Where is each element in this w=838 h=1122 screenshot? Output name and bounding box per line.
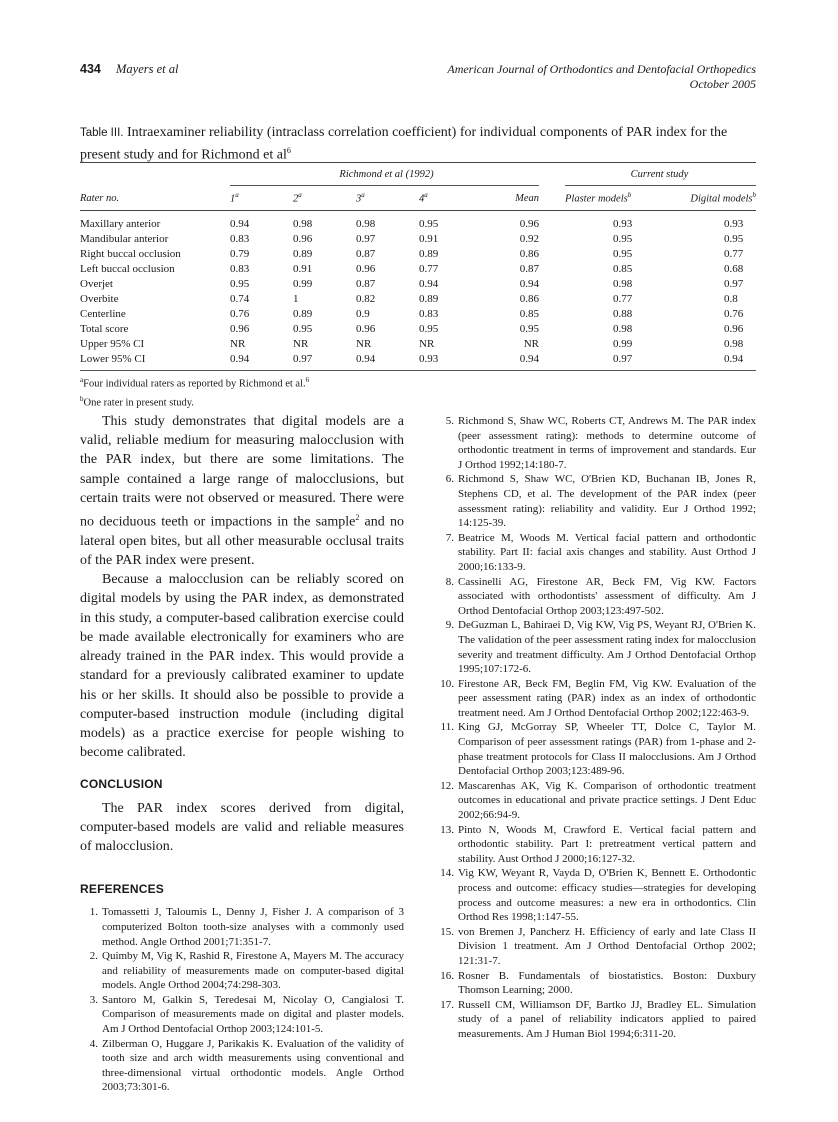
reference-text: Beatrice M, Woods M. Vertical facial pattern and orthodontic stability. Part II: facial axis changes and stability. Aust Orthod J 2000;16:133-9. <box>458 531 756 573</box>
table-row <box>80 246 756 261</box>
reference-number: 16. <box>440 969 454 982</box>
reference-item <box>436 414 756 472</box>
reference-text: Santoro M, Galkin S, Teredesai M, Nicolay O, Cangialosi T. Comparison of measurements made on digital and plaster models. Am J Orthod Dentofacial Orthop 2003;124:101-5. <box>102 993 404 1036</box>
cell-value: 0.94 <box>668 351 756 371</box>
conclusion-paragraph: The PAR index scores derived from digital, computer-based models are valid and reliable measures of malocclusion. <box>80 800 404 854</box>
table-footnotes <box>80 373 309 410</box>
cell-value: 0.91 <box>293 262 313 275</box>
cell-value: 0.79 <box>230 247 250 260</box>
column-header-rater: Rater no. <box>80 186 230 211</box>
cell-value: 0.93 <box>613 217 633 230</box>
cell-value: 0.87 <box>519 262 539 275</box>
reference-item <box>436 779 756 823</box>
cell-value: 0.95 <box>293 322 313 335</box>
cell-value: NR <box>230 337 246 350</box>
reference-number: 10. <box>440 677 454 690</box>
reference-text: Cassinelli AG, Firestone AR, Beck FM, Vig KW. Factors associated with orthodontists' assessment of difficulty. Am J Orthod Dentofacial Orthop 2003;123:497-502. <box>458 575 756 617</box>
reference-item <box>436 618 756 676</box>
cell-value: 0.99 <box>293 277 313 290</box>
reference-number: 14. <box>440 867 454 880</box>
cell-value: 0.89 <box>419 292 439 305</box>
table-row <box>80 231 756 246</box>
cell-value: 0.87 <box>356 277 376 290</box>
cell-value: 0.94 <box>230 351 293 371</box>
table-label: Table III. <box>80 127 124 139</box>
cell-value: 0.82 <box>356 292 376 305</box>
cell-value: 0.83 <box>419 307 439 320</box>
cell-value: 0.94 <box>419 277 439 290</box>
table-group-header-row <box>80 163 756 186</box>
reference-number: 9. <box>445 619 454 632</box>
cell-value: 0.9 <box>356 307 370 320</box>
cell-value: 0.95 <box>724 232 744 245</box>
reference-number: 1. <box>89 906 98 919</box>
discussion-paragraph-1: This study demonstrates that digital models are a valid, reliable medium for measuring malocclusion with the PAR index, but there are some limitations. The sample contained a large range of malocclusions, but certain traits were not observed or measured. There were no deciduous teeth or impactions in the sample$^2$ and no lateral open bites, but all other measurable occlusal traits of the PAR index were present. <box>80 414 405 569</box>
cell-value: 0.98 <box>613 277 633 290</box>
column-header-plaster: Plaster models$^b$ <box>543 186 668 211</box>
cell-value: 0.89 <box>293 247 313 260</box>
cell-value: 0.94 <box>483 351 543 371</box>
reference-item <box>436 531 756 575</box>
table-row <box>80 306 756 321</box>
table-caption-text: Intraexaminer reliability (intraclass correlation coefficient) for individual components of PAR index for the present study and for Richmond et al <box>80 125 728 163</box>
footnote-b: $^b$One rater in present study. <box>80 394 194 408</box>
reference-number: 7. <box>445 531 454 544</box>
cell-value: 0.91 <box>419 232 439 245</box>
table-row <box>80 211 756 232</box>
cell-value: 0.95 <box>419 322 439 335</box>
reference-item <box>436 925 756 969</box>
conclusion-heading: CONCLUSION <box>80 777 163 792</box>
cell-value: 0.89 <box>293 307 313 320</box>
cell-value: 0.76 <box>724 307 744 320</box>
cell-value: 0.98 <box>293 217 313 230</box>
row-label: Right buccal occlusion <box>80 247 181 260</box>
cell-value: 0.96 <box>356 322 376 335</box>
cell-value: 0.88 <box>613 307 633 320</box>
column-header-mean: Mean <box>483 186 543 211</box>
cell-value: 0.77 <box>724 247 744 260</box>
cell-value: 0.96 <box>293 232 313 245</box>
cell-value: 0.8 <box>724 292 738 305</box>
running-author: Mayers et al <box>116 62 179 76</box>
reference-text: Tomassetti J, Taloumis L, Denny J, Fisher J. A comparison of 3 computerized Bolton tooth-size analyses with a commonly used method. Angle Orthod 2001;71:351-7. <box>102 906 404 948</box>
footnote-a: $^a$Four individual raters as reported by Richmond et al.$^6$ <box>80 376 310 390</box>
row-label: Mandibular anterior <box>80 232 169 245</box>
cell-value: NR <box>293 337 309 350</box>
reference-item <box>80 1037 404 1095</box>
cell-value: 0.87 <box>356 247 376 260</box>
reference-text: Rosner B. Fundamentals of biostatistics. Boston: Duxbury Thomson Learning; 2000. <box>458 969 756 997</box>
table-row <box>80 291 756 306</box>
caption-reference-sup: 6 <box>286 146 291 155</box>
reference-number: 11. <box>440 721 454 734</box>
cell-value: 0.76 <box>230 307 250 320</box>
cell-value: 0.94 <box>356 351 419 371</box>
cell-value: 0.86 <box>519 292 539 305</box>
table-row <box>80 321 756 336</box>
table-row <box>80 276 756 291</box>
journal-title: American Journal of Orthodontics and Dentofacial Orthopedics <box>447 62 756 76</box>
cell-value: 0.97 <box>356 232 376 245</box>
row-label: Overbite <box>80 292 119 305</box>
column-header-rater-3: 3$^a$ <box>356 186 419 211</box>
reference-text: Pinto N, Woods M, Crawford E. Vertical facial pattern and orthodontic stability. Part I: pretreatment vertical pattern and stability. Aust Orthod J 2000;16:127-32. <box>458 823 756 865</box>
cell-value: 0.94 <box>519 277 539 290</box>
cell-value: 0.85 <box>613 262 633 275</box>
issue-date: October 2005 <box>689 77 756 91</box>
reference-number: 2. <box>89 950 98 963</box>
cell-value: 0.97 <box>724 277 744 290</box>
column-header-rater-2: 2$^a$ <box>293 186 356 211</box>
cell-value: 0.97 <box>543 351 668 371</box>
cell-value: 0.97 <box>293 351 356 371</box>
cell-value: 0.98 <box>613 322 633 335</box>
cell-value: 0.93 <box>724 217 744 230</box>
reference-item <box>436 575 756 619</box>
reference-item <box>436 720 756 778</box>
left-column <box>80 412 404 1095</box>
cell-value: 0.99 <box>613 337 633 350</box>
cell-value: 0.77 <box>613 292 633 305</box>
reference-list-left <box>80 905 404 1095</box>
group-header-richmond: Richmond et al (1992) <box>339 168 434 180</box>
reference-item <box>80 949 404 993</box>
reference-item <box>436 969 756 998</box>
cell-value: NR <box>356 337 372 350</box>
cell-value: 0.83 <box>230 262 250 275</box>
discussion-paragraph-2: Because a malocclusion can be reliably scored on digital models by using the PAR index, as demonstrated in this study, a computer-based calibration exercise could be made available electronically for examiners who are already trained in the PAR index. This would provide a standard for a previously calibrated examiner to update his or her skills. It should also be possible to provide a computer-based instruction module (including digital models) as a practice exercise for people wishing to become calibrated. <box>80 572 404 761</box>
page-number: 434 <box>80 62 101 76</box>
cell-value: 0.96 <box>724 322 744 335</box>
row-label: Total score <box>80 322 129 335</box>
cell-value: 0.89 <box>419 247 439 260</box>
cell-value: 0.95 <box>519 322 539 335</box>
reference-text: DeGuzman L, Bahiraei D, Vig KW, Vig PS, Weyant RJ, O'Brien K. The validation of the peer assessment rating index for malocclusion severity and treatment difficulty. Am J Orthod Dentofacial Orthop 1995;107:172-6. <box>458 619 756 676</box>
cell-value: 0.98 <box>724 337 744 350</box>
cell-value: 0.96 <box>230 322 250 335</box>
cell-value: 1 <box>293 292 299 305</box>
reference-text: Richmond S, Shaw WC, O'Brien KD, Buchanan IB, Jones R, Stephens CD, et al. The development of the PAR index (peer assessment rating): reliability and validity. Eur J Orthod 1992; 14:125-39. <box>458 473 756 530</box>
references-heading: REFERENCES <box>80 882 165 897</box>
cell-value: NR <box>419 337 435 350</box>
cell-value: 0.93 <box>419 351 483 371</box>
row-label: Overjet <box>80 277 113 290</box>
row-label: Lower 95% CI <box>80 351 230 371</box>
column-header-rater-1: 1$^a$ <box>230 186 293 211</box>
reliability-table <box>80 162 756 371</box>
cell-value: 0.68 <box>724 262 744 275</box>
cell-value: 0.85 <box>519 307 539 320</box>
table-row <box>80 261 756 276</box>
reference-text: Richmond S, Shaw WC, Roberts CT, Andrews M. The PAR index (peer assessment rating): methods to determine outcome of orthodontic treatment in terms of improvement and standards. Eur J Orthod 1992;14:180-7. <box>458 415 756 471</box>
reference-item <box>436 823 756 867</box>
column-header-digital: Digital models$^b$ <box>668 186 756 211</box>
cell-value: 0.74 <box>230 292 250 305</box>
reference-number: 17. <box>440 998 454 1011</box>
cell-value: 0.98 <box>356 217 376 230</box>
cell-value: 0.95 <box>419 217 439 230</box>
running-header <box>80 62 756 96</box>
reference-text: Quimby M, Vig K, Rashid R, Firestone A, Mayers M. The accuracy and reliability of measurements made on computer-based digital models. Angle Orthod 2004;74:298-303. <box>102 950 404 992</box>
reference-text: Russell CM, Williamson DF, Bartko JJ, Bradley EL. Simulation study of a panel of reliability indicators applied to paired measurements. Am J Human Biol 1994;6:311-20. <box>458 998 756 1040</box>
reference-item <box>436 998 756 1042</box>
cell-value: 0.86 <box>519 247 539 260</box>
cell-value: 0.95 <box>613 247 633 260</box>
cell-value: 0.96 <box>519 217 539 230</box>
cell-value: 0.83 <box>230 232 250 245</box>
table-row <box>80 351 756 371</box>
group-header-current: Current study <box>630 168 689 180</box>
cell-value: 0.95 <box>613 232 633 245</box>
journal-info <box>447 62 756 92</box>
cell-value: 0.92 <box>519 232 539 245</box>
cell-value: 0.94 <box>230 217 250 230</box>
reference-item <box>80 993 404 1037</box>
column-header-rater-4: 4$^a$ <box>419 186 483 211</box>
reference-text: von Bremen J, Pancherz H. Efficiency of early and late Class II Division 1 treatment. Am J Orthod Dentofacial Orthop 2002; 121:31-7. <box>458 925 756 967</box>
reference-number: 4. <box>89 1037 98 1050</box>
reference-item <box>436 677 756 721</box>
reference-text: Mascarenhas AK, Vig K. Comparison of orthodontic treatment outcomes in educational and private practice settings. J Dent Educ 2002;66:94-9. <box>458 779 756 822</box>
right-column <box>436 414 756 1042</box>
table-row <box>80 336 756 351</box>
row-label: Centerline <box>80 307 126 320</box>
cell-value: 0.96 <box>356 262 376 275</box>
reference-item <box>80 905 404 949</box>
reference-list-right <box>436 414 756 1042</box>
reference-number: 6. <box>445 473 454 486</box>
reference-number: 12. <box>440 779 454 792</box>
reference-text: King GJ, McGorray SP, Wheeler TT, Dolce C, Taylor M. Comparison of peer assessment ratings (PAR) from 1-phase and 2-phase treatment protocols for Class II malocclusions. Am J Orthod Dentofacial Orthop 2003;123:489-96. <box>458 721 756 778</box>
row-label: Upper 95% CI <box>80 337 145 350</box>
reference-number: 3. <box>89 993 98 1006</box>
table-caption <box>80 124 756 165</box>
row-label: Left buccal occlusion <box>80 262 175 275</box>
table-body <box>80 211 756 371</box>
reference-number: 15. <box>440 925 454 938</box>
cell-value: 0.77 <box>419 262 439 275</box>
row-label: Maxillary anterior <box>80 217 161 230</box>
reference-number: 13. <box>440 823 454 836</box>
reference-text: Firestone AR, Beck FM, Beglin FM, Vig KW. Evaluation of the peer assessment rating (PAR) index as an index of orthodontic treatment need. Am J Orthod Dentofacial Orthop 2002;122:463-9. <box>458 677 756 719</box>
cell-value: 0.95 <box>230 277 250 290</box>
cell-value: NR <box>523 337 539 350</box>
reference-text: Vig KW, Weyant R, Vayda D, O'Brien K, Bennett E. Orthodontic process and outcome: efficacy studies—strategies for developing process and outcome measures: a new era in orthodontics. Clin Orthod Res 1998;1:147-55. <box>458 867 756 924</box>
reference-item <box>436 866 756 924</box>
reference-item <box>436 472 756 530</box>
reference-number: 8. <box>445 575 454 588</box>
table-column-header-row <box>80 186 756 211</box>
reference-text: Zilberman O, Huggare J, Parikakis K. Evaluation of the validity of tooth size and arch width measurements using conventional and three-dimensional virtual orthodontic models. Angle Orthod 2003;73:301-6. <box>102 1037 404 1094</box>
reference-number: 5. <box>445 415 454 427</box>
